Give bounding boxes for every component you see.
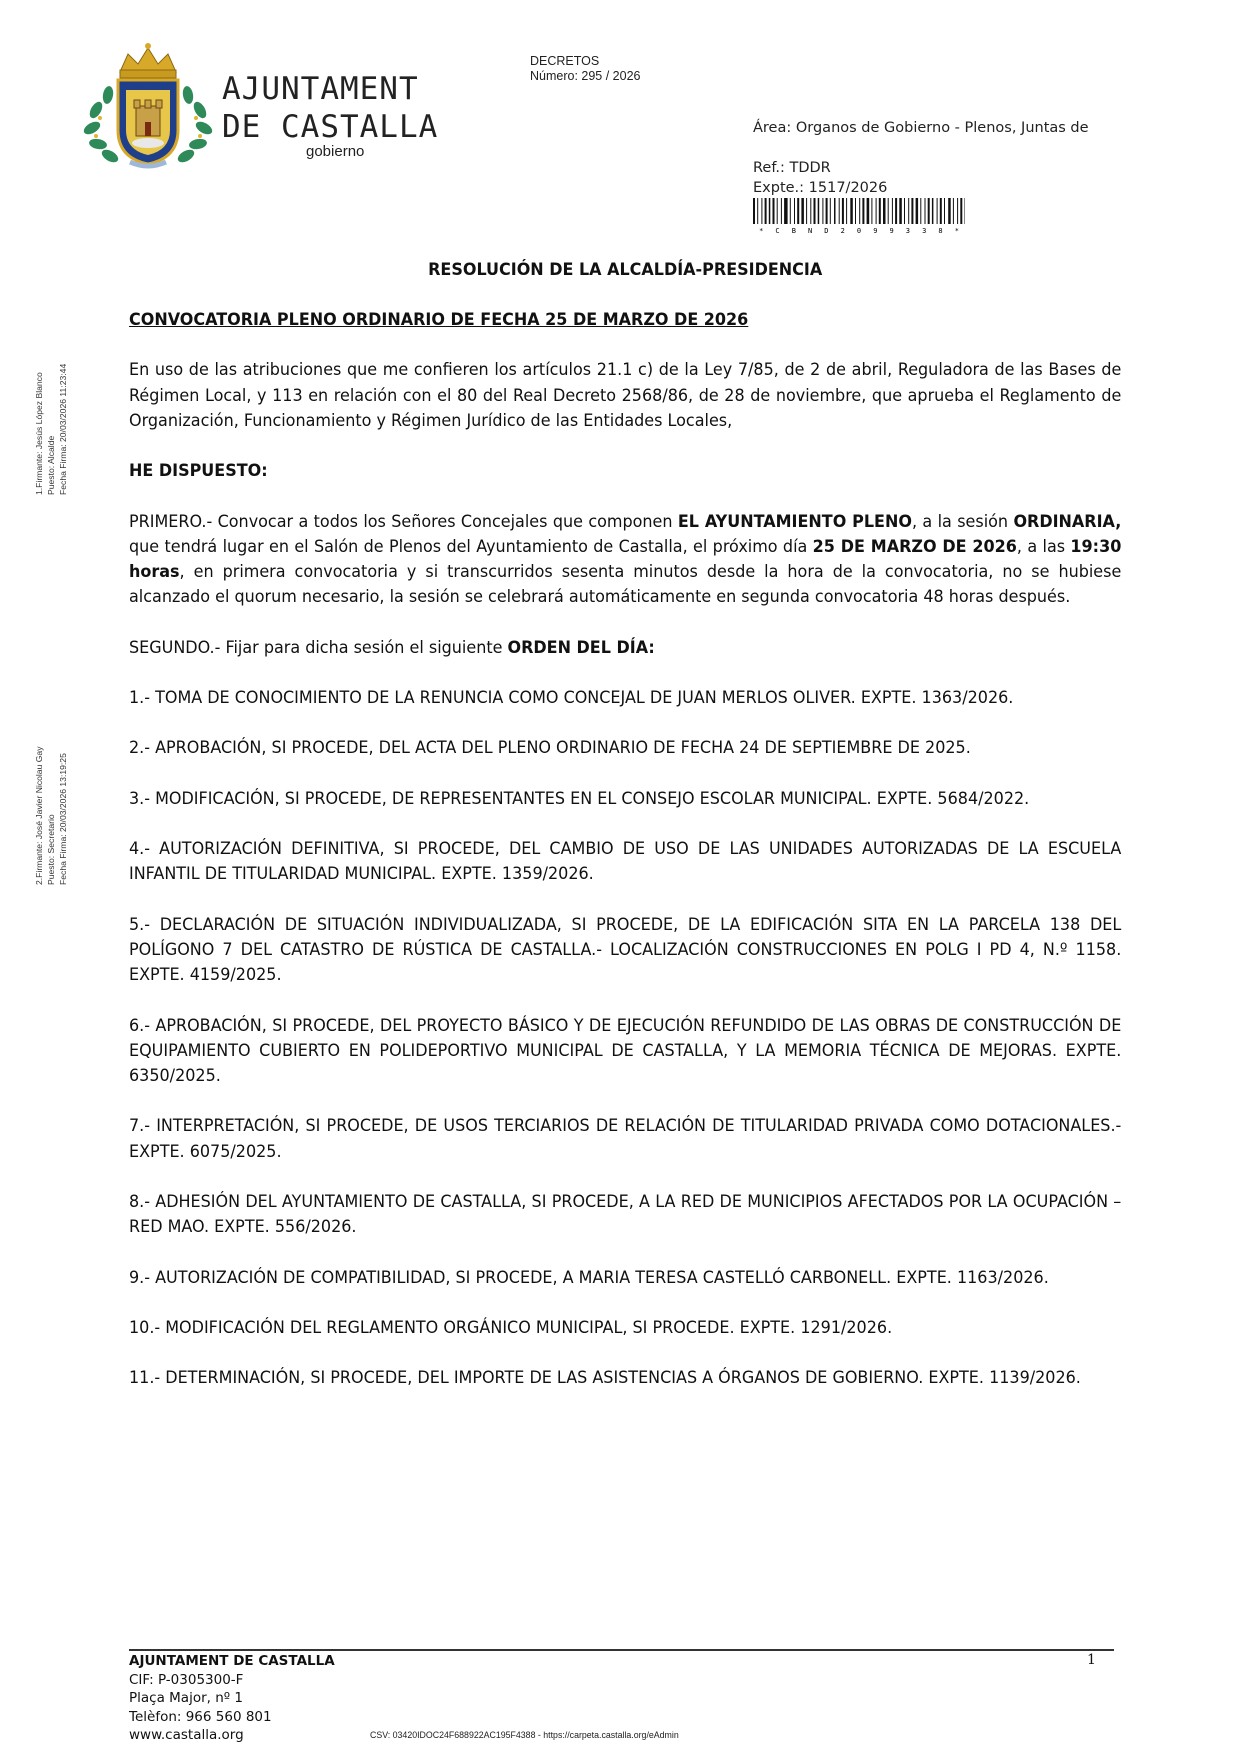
barcode-bar [944,198,945,224]
ref-field: Ref.: TDDR [753,160,831,176]
barcode-char: 9 [889,227,894,234]
brand-line-1: AJUNTAMENT [222,71,419,107]
barcode-bar [920,198,921,224]
footer [129,1652,335,1745]
coat-of-arms-logo [78,40,218,170]
barcode-bar [876,198,877,224]
document-body [129,258,1122,1417]
barcode-bar [830,198,831,224]
barcode-bar [960,198,962,224]
barcode-bar [871,198,872,224]
barcode-bar [965,198,966,224]
barcode-char: 3 [922,227,927,234]
barcode-bar [839,198,840,224]
agenda-item: 8.- ADHESIÓN DEL AYUNTAMIENTO DE CASTALLA, SI PROCEDE, A LA RED DE MUNICIPIOS AFECTADOS POR LA OCUPACIÓN – RED MAO. EXPTE. 556/2026. [129,1191,1122,1238]
barcode-bar [940,198,942,224]
barcode-bar [797,198,799,224]
barcode-bar [790,198,791,224]
decree-info [530,54,641,84]
signer-name: 1.Firmante: Jesús López Blanco [34,372,44,495]
barcode-char: 2 [840,227,845,234]
barcode-bar [908,198,909,224]
barcode-bar [928,198,930,224]
csv-verification-link[interactable]: CSV: 03420IDOC24F688922AC195F4388 - https://carpeta.castalla.org/eAdmin [370,1730,679,1740]
barcode-bar [773,198,775,224]
signature-date: Fecha Firma: 20/03/2026 13:19:25 [58,753,68,885]
brand-subtitle: gobierno [306,143,365,160]
decree-number: Número: 295 / 2026 [530,69,641,83]
barcode-bar [835,198,836,224]
barcode-bar [895,198,897,224]
barcode-bar [892,198,893,224]
barcode-bar [810,198,811,224]
barcode-bar [757,198,758,224]
barcode-bar [761,198,762,224]
signature-date: Fecha Firma: 20/03/2026 11:23:44 [58,363,68,495]
page-number: 1 [1087,1652,1096,1668]
barcode-bar [814,198,816,224]
barcode-char: * [954,227,959,234]
barcode [753,198,965,234]
barcode-bar [925,198,926,224]
barcode-bar [957,198,958,224]
barcode-bar [953,198,954,224]
barcode-bar [794,198,795,224]
agenda-item: 9.- AUTORIZACIÓN DE COMPATIBILIDAD, SI PROCEDE, A MARIA TERESA CASTELLÓ CARBONELL. EXPTE. 1163/2026. [129,1267,1049,1288]
barcode-bar [888,198,889,224]
agenda-item: 6.- APROBACIÓN, SI PROCEDE, DEL PROYECTO BÁSICO Y DE EJECUCIÓN REFUNDIDO DE LAS OBRAS DE CONSTRUCCIÓN DE EQUIPAMIENTO CUBIERTO EN POLIDEPORTIVO MUNICIPAL DE CASTALLA, Y LA MEMORIA TÉCNICA DE MEJORAS. EXPTE. 6350/2025. [129,1015,1122,1086]
barcode-char: C [775,227,780,234]
municipality-brand [222,70,439,160]
barcode-bar [867,198,869,224]
footer-website-link[interactable]: www.castalla.org [129,1727,244,1743]
agenda-item: 3.- MODIFICACIÓN, SI PROCEDE, DE REPRESENTANTES EN EL CONSEJO ESCOLAR MUNICIPAL. EXPTE. 5684/2022. [129,788,1030,809]
barcode-bar [802,198,804,224]
decretos-label: DECRETOS [530,54,600,68]
barcode-char: 9 [873,227,878,234]
primero-paragraph: PRIMERO.- Convocar a todos los Señores Concejales que componen EL AYUNTAMIENTO PLENO, a la sesión ORDINARIA, que tendrá lugar en el Salón de Plenos del Ayuntamiento de Castalla, el próximo día 25 DE MARZO DE 2026, a las 19:30 horas, en primera convocatoria y si transcurridos sesenta minutos desde la hora de la convocatoria, no se hubiese alcanzado el quorum necesario, la sesión se celebrará automáticamente en segunda convocatoria 48 horas después. [129,511,1122,608]
agenda-item: 10.- MODIFICACIÓN DEL REGLAMENTO ORGÁNICO MUNICIPAL, SI PROCEDE. EXPTE. 1291/2026. [129,1317,893,1338]
barcode-icon [753,198,965,234]
document-subtitle: CONVOCATORIA PLENO ORDINARIO DE FECHA 25 DE MARZO DE 2026 [129,310,749,331]
barcode-bar [859,198,860,224]
agenda-item: 4.- AUTORIZACIÓN DEFINITIVA, SI PROCEDE, DEL CAMBIO DE USO DE LAS UNIDADES AUTORIZADAS DE LA ESCUELA INFANTIL DE TITULARIDAD MUNICIPAL. EXPTE. 1359/2026. [129,839,1122,885]
expte-field: Expte.: 1517/2026 [753,180,888,196]
barcode-bar [765,198,767,224]
agenda-item: 11.- DETERMINACIÓN, SI PROCEDE, DEL IMPORTE DE LAS ASISTENCIAS A ÓRGANOS DE GOBIERNO. EXPTE. 1139/2026. [129,1368,1081,1389]
barcode-bar [842,198,844,224]
barcode-char: B [791,227,796,234]
agenda-item: 2.- APROBACIÓN, SI PROCEDE, DEL ACTA DEL PLENO ORDINARIO DE FECHA 24 DE SEPTIEMBRE DE 2025. [129,738,971,759]
barcode-bar [911,198,913,224]
barcode-bar [826,198,828,224]
footer-divider [129,1649,1114,1651]
barcode-bar [769,198,770,224]
intro-paragraph: En uso de las atribuciones que me confieren los artículos 21.1 c) de la Ley 7/85, de 2 de abril, Reguladora de las Bases de Régimen Local, y 113 en relación con el 80 del Real Decreto 2568/86, de 28 de noviembre, que aprueba el Reglamento de Organización, Funcionamiento y Régimen Jurídico de las Entidades Locales, [129,360,1122,431]
barcode-bar [753,198,755,224]
barcode-bar [777,198,778,224]
barcode-char: 3 [905,227,911,234]
barcode-bar [879,198,881,224]
barcode-char: * [759,227,764,234]
barcode-bar [862,198,864,224]
barcode-bar [855,198,856,224]
barcode-bar [884,198,886,224]
barcode-bar [786,198,788,224]
footer-cif: CIF: P-0305300-F [129,1671,244,1688]
agenda-item: 1.- TOMA DE CONOCIMIENTO DE LA RENUNCIA COMO CONCEJAL DE JUAN MERLOS OLIVER. EXPTE. 1363/2026. [129,687,1014,708]
barcode-char: 0 [856,227,862,234]
barcode-bar [937,198,938,224]
svg-text:CASTALLA: CASTALLA [132,83,164,90]
signature-block-1 [33,364,69,495]
barcode-bar [806,198,807,224]
segundo-paragraph: SEGUNDO.- Fijar para dicha sesión el siguiente ORDEN DEL DÍA: [129,637,655,658]
barcode-char: D [824,227,829,234]
barcode-bar [781,198,782,224]
barcode-bar [932,198,933,224]
agenda-item: 7.- INTERPRETACIÓN, SI PROCEDE, DE USOS TERCIARIOS DE RELACIÓN DE TITULARIDAD PRIVADA COMO DOTACIONALES.- EXPTE. 6075/2025. [129,1116,1122,1162]
barcode-bar [818,198,819,224]
area-field: Área: Organos de Gobierno - Plenos, Juntas de [753,120,1089,136]
footer-phone: Telèfon: 966 560 801 [129,1708,272,1725]
signature-block-2 [33,746,69,885]
coat-of-arms-icon [78,40,218,170]
signer-position: Puesto: Alcalde [46,435,56,495]
barcode-bar [904,198,905,224]
footer-address: Plaça Major, nº 1 [129,1690,244,1706]
brand-line-2: DE CASTALLA [222,109,439,145]
barcode-bar [851,198,853,224]
document-title: RESOLUCIÓN DE LA ALCALDÍA-PRESIDENCIA [428,260,823,280]
signer-name: 2.Firmante: José Javier Nicolau Gay [34,746,44,885]
agenda-item: 5.- DECLARACIÓN DE SITUACIÓN INDIVIDUALIZADA, SI PROCEDE, DE LA EDIFICACIÓN SITA EN LA PARCELA 138 DEL POLÍGONO 7 DEL CATASTRO DE RÚSTICA DE CASTALLA.- LOCALIZACIÓN CONSTRUCCIONES EN POLG I PD 4, N.º 1158. EXPTE. 4159/2025. [129,914,1122,986]
barcode-char: N [807,227,813,234]
barcode-bar [916,198,918,224]
he-dispuesto-heading: HE DISPUESTO: [129,461,268,482]
document-metadata [753,118,1089,198]
barcode-char: 8 [938,227,943,234]
barcode-bar [949,198,951,224]
signer-position: Puesto: Secretario [46,814,56,885]
footer-org-name: AJUNTAMENT DE CASTALLA [129,1653,335,1669]
barcode-bar [846,198,847,224]
barcode-bar [822,198,823,224]
barcode-bar [900,198,902,224]
